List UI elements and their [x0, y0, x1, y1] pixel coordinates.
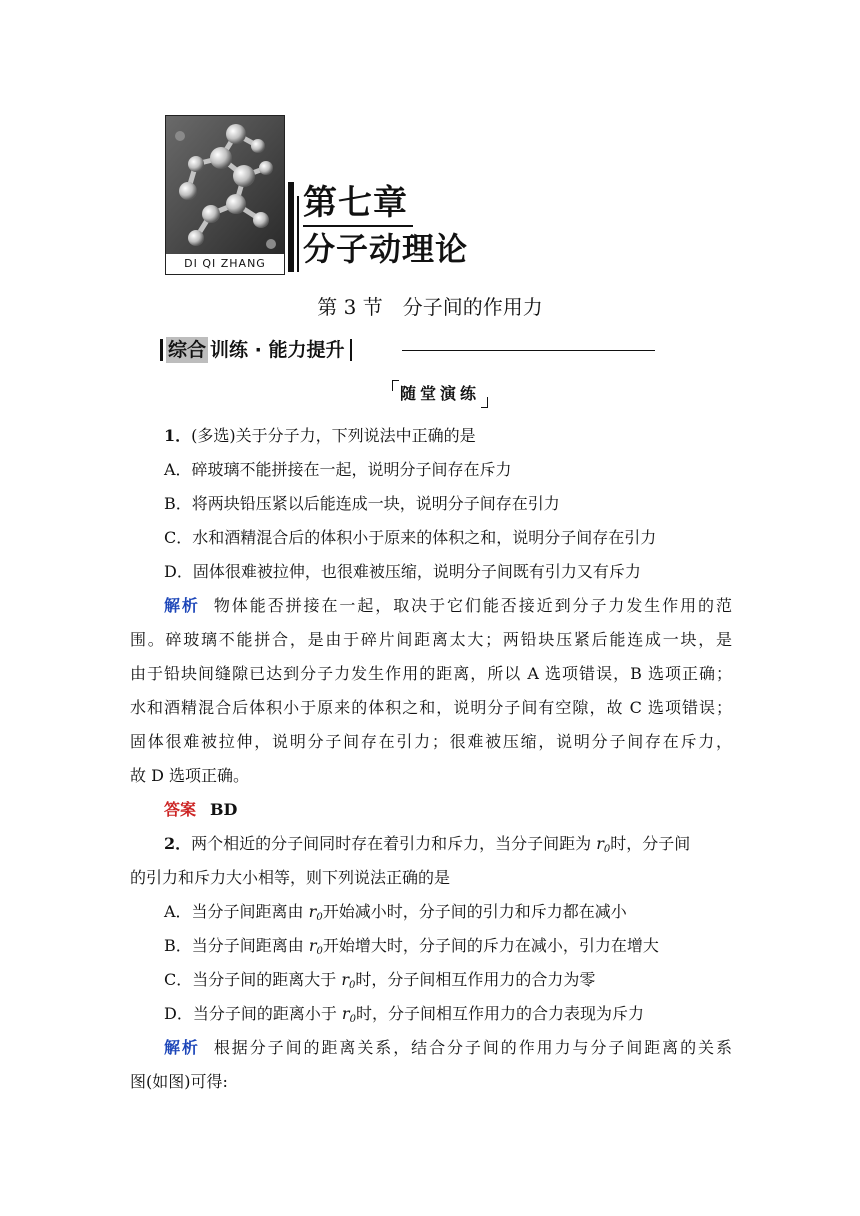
q2-stem-line-1: [164, 830, 690, 858]
q2-stem-text-1a: 两个相近的分子间同时存在着引力和斥力，当分子间距为: [191, 834, 597, 853]
chapter-divider-thick: [288, 182, 294, 272]
q1-analysis-label: 解析: [164, 596, 200, 615]
banner-highlight: 综合: [168, 339, 207, 361]
chapter-title-rule: [303, 225, 413, 227]
banner-lead-bar: [160, 339, 163, 361]
q1-analysis-line-5: 固体很难被拉伸，说明分子间存在引力；很难被压缩，说明分子间存在斥力，: [130, 732, 732, 751]
chapter-number: 第七章: [303, 183, 408, 223]
q2-option-a: A．当分子间距离由 $r_0$开始减小时，分子间的引力和斥力都在减小: [164, 902, 627, 923]
q2-stem-text-1b: 时，分子间: [610, 834, 691, 853]
q1-stem-text: (多选)关于分子力，下列说法中正确的是: [191, 426, 476, 445]
q2-stem-r0: $r_0$: [596, 834, 611, 855]
q1-analysis-line-2: 围。碎玻璃不能拼合，是由于碎片间距离太大；两铅块压紧后能连成一块，是: [130, 630, 732, 649]
banner-separator: [350, 339, 352, 361]
q1-option-c: C．水和酒精混合后的体积小于原来的体积之和，说明分子间存在引力: [164, 528, 657, 547]
q1-answer-label: 答案: [164, 800, 197, 819]
q1-analysis-line-6: 故 D 选项正确。: [130, 766, 250, 785]
q2-analysis-text-1: 根据分子间的距离关系，结合分子间的作用力与分子间距离的关系: [213, 1038, 732, 1057]
practice-banner: [160, 337, 352, 363]
q1-number: 1．: [164, 426, 192, 445]
banner-text: 训练 · 能力提升: [210, 339, 345, 361]
q1-analysis-line-1: [164, 592, 732, 620]
chapter-divider-thin: [297, 196, 299, 272]
q2-analysis-label: 解析: [164, 1038, 200, 1057]
q2-stem-line-2: 的引力和斥力大小相等，则下列说法正确的是: [130, 868, 451, 887]
chapter-cover-image: [165, 115, 285, 275]
q1-analysis-line-4: 水和酒精混合后体积小于原来的体积之和，说明分子间有空隙，故 C 选项错误；: [130, 698, 732, 717]
chapter-title: 分子动理论: [303, 230, 469, 268]
q1-answer: [164, 796, 237, 824]
q1-stem: [164, 422, 476, 450]
q2-option-d: D．当分子间的距离小于 $r_0$时，分子间相互作用力的合力表现为斥力: [164, 1004, 644, 1025]
section-title: 第 3 节 分子间的作用力: [317, 295, 543, 319]
q1-analysis-line-3: 由于铅块间缝隙已达到分子力发生作用的距离，所以 A 选项错误，B 选项正确；: [130, 664, 732, 683]
q2-number: 2．: [164, 834, 192, 853]
q2-analysis-line-1: [164, 1034, 732, 1062]
q1-option-d: D．固体很难被拉伸，也很难被压缩，说明分子间既有引力又有斥力: [164, 562, 641, 581]
chapter-pinyin-caption: DI QI ZHANG: [166, 254, 284, 274]
q1-option-b: B．将两块铅压紧以后能连成一块，说明分子间存在引力: [164, 494, 560, 513]
q1-answer-value: BD: [210, 800, 238, 819]
q2-option-b: B．当分子间距离由 $r_0$开始增大时，分子间的斥力在减小，引力在增大: [164, 936, 659, 957]
subhead-in-class-practice: [392, 380, 488, 408]
q1-analysis-text-1: 物体能否拼接在一起，取决于它们能否接近到分子力发生作用的范: [213, 596, 732, 615]
q2-option-c: C．当分子间的距离大于 $r_0$时，分子间相互作用力的合力为零: [164, 970, 596, 991]
subhead-left-bracket: [392, 380, 399, 391]
banner-rule: [402, 350, 655, 351]
q1-option-a: A．碎玻璃不能拼接在一起，说明分子间存在斥力: [164, 460, 512, 479]
q2-analysis-line-2: 图(如图)可得:: [130, 1072, 228, 1091]
subhead-right-bracket: [481, 397, 488, 408]
subhead-text: 随堂演练: [400, 384, 481, 403]
